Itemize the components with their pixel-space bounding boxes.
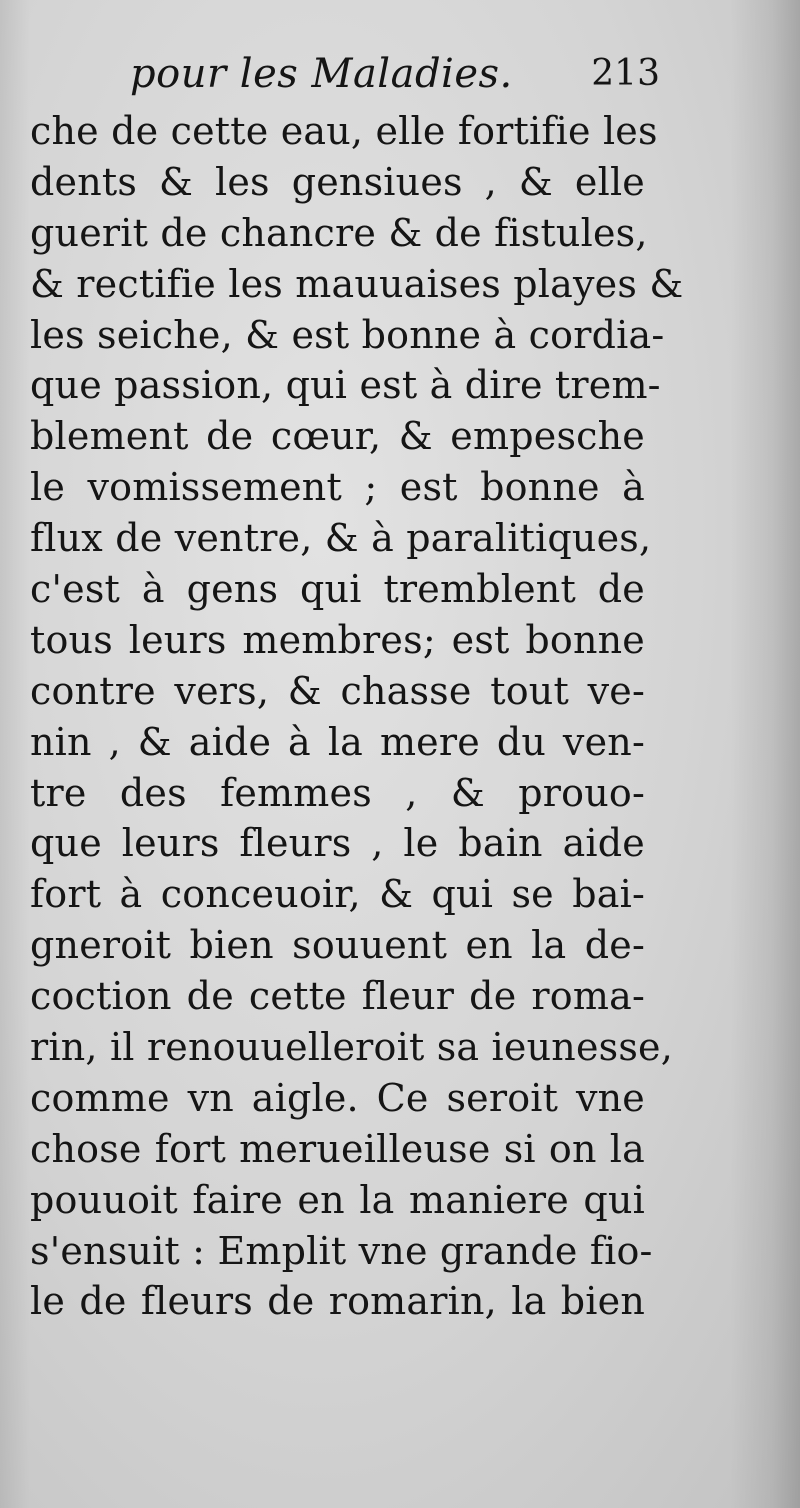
text-line: que leurs fleurs , le bain aide [30,821,645,866]
text-line: che de cette eau, elle fortifie les [30,109,658,153]
body-text [30,106,684,1327]
text-line: le de fleurs de romarin, la bien [30,1279,645,1324]
text-line: blement de cœur, & empesche [30,414,645,459]
text-line: tre des femmes , & prouo- [30,770,645,815]
text-line: le vomissement ; est bonne à [30,465,645,510]
text-line: guerit de chancre & de fistules, [30,210,648,255]
text-line: dents & les gensiues , & elle [30,159,645,204]
text-line: chose fort merueilleuse si on la [30,1126,645,1171]
page-gutter-shadow [0,0,30,1508]
text-line: comme vn aigle. Ce seroit vne [30,1075,645,1120]
text-line: contre vers, & chasse tout ve- [30,668,645,713]
text-line: gneroit bien souuent en la de- [30,923,645,968]
text-line: s'ensuit : Emplit vne grande fio- [30,1228,653,1273]
text-line: pouuoit faire en la maniere qui [30,1177,645,1222]
text-line: c'est à gens qui tremblent de [30,567,645,612]
text-line: tous leurs membres; est bonne [30,617,645,662]
text-line: fort à conceuoir, & qui se bai- [30,872,645,917]
text-line: les seiche, & est bonne à cordia- [30,312,665,357]
text-line: nin , & aide à la mere du ven- [30,719,645,764]
page-number: 213 [591,53,660,94]
text-line: & rectifie les mauuaises playes & [30,261,684,306]
page-edge-shadow [730,0,800,1508]
text-line: coction de cette fleur de roma- [30,974,645,1019]
running-head: pour les Maladies. [130,51,513,97]
text-line: flux de ventre, & à paralitiques, [30,516,652,561]
page-header [130,48,660,100]
text-line: rin, il renouuelleroit sa ieunesse, [30,1025,673,1070]
text-line: que passion, qui est à dire trem- [30,363,661,408]
